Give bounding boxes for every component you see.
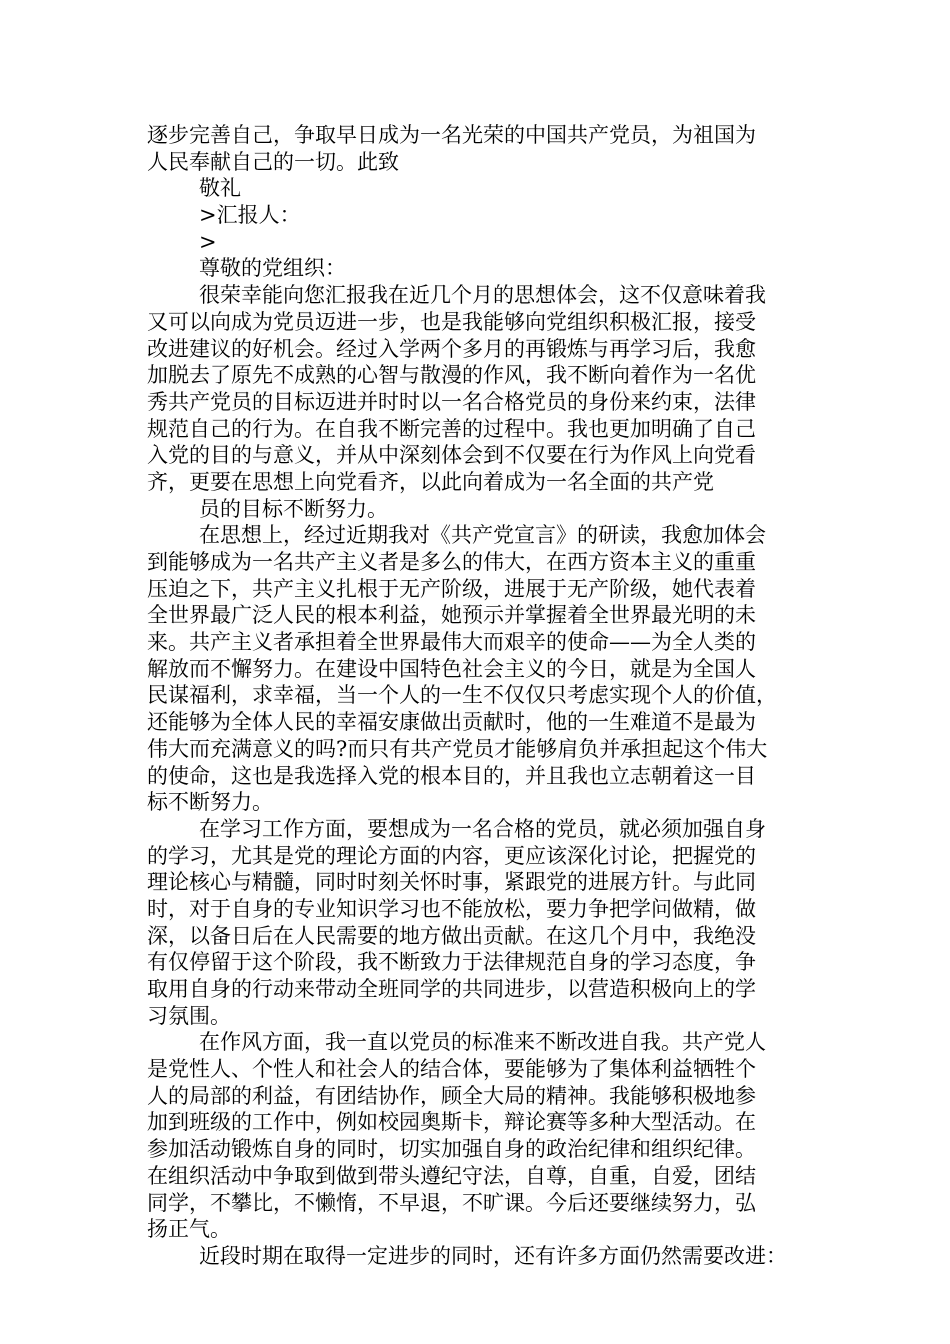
text-line: 民谋福利，求幸福，当一个人的一生不仅仅只考虑实现个人的价值，: [147, 683, 777, 708]
text-line: 人民奉献自己的一切。此致: [147, 149, 399, 174]
text-line: 加脱去了原先不成熟的心智与散漫的作风，我不断向着作为一名优: [147, 363, 756, 388]
text-line: 标不断努力。: [147, 790, 273, 815]
text-line: 习氛围。: [147, 1003, 231, 1028]
text-line: 到能够成为一名共产主义者是多么的伟大，在西方资本主义的重重: [147, 550, 756, 574]
document-page: [147, 122, 819, 1270]
text-line: 全世界最广泛人民的根本利益，她预示并掌握着全世界最光明的未: [147, 603, 756, 628]
text-line: 解放而不懈努力。在建设中国特色社会主义的今日，就是为全国人: [147, 656, 756, 681]
text-line: 人的局部的利益，有团结协作，顾全大局的精神。我能够积极地参: [147, 1083, 756, 1108]
text-line: 扬正气。: [147, 1217, 231, 1242]
text-line: 规范自己的行为。在自我不断完善的过程中。我也更加明确了自己: [147, 416, 756, 441]
text-line: 在学习工作方面，要想成为一名合格的党员，就必须加强自身: [199, 816, 766, 841]
text-line: 压迫之下，共产主义扎根于无产阶级，进展于无产阶级，她代表着: [147, 576, 756, 601]
text-line: 理论核心与精髓，同时时刻关怀时事，紧跟党的进展方针。与此同: [147, 870, 756, 895]
text-line: 在思想上，经过近期我对《共产党宣言》的研读，我愈加体会: [199, 523, 766, 548]
text-line: 伟大而充满意义的吗?而只有共产党员才能够肩负并承担起这个伟大: [147, 736, 768, 761]
text-line: 加到班级的工作中，例如校园奥斯卡，辩论赛等多种大型活动。在: [147, 1110, 756, 1135]
text-line: 敬礼: [199, 176, 241, 201]
text-line: >: [199, 229, 217, 254]
text-line: 参加活动锻炼自身的同时，切实加强自身的政治纪律和组织纪律。: [147, 1137, 756, 1162]
text-line: 的使命，这也是我选择入党的根本目的，并且我也立志朝着这一目: [147, 763, 756, 788]
text-line: 同学，不攀比，不懒惰，不早退，不旷课。今后还要继续努力，弘: [147, 1190, 756, 1215]
text-line: >汇报人：: [199, 203, 301, 228]
text-line: 还能够为全体人民的幸福安康做出贡献时，他的一生难道不是最为: [147, 710, 756, 735]
text-line: 时，对于自身的专业知识学习也不能放松，要力争把学问做精，做: [147, 896, 756, 921]
text-line: 来。共产主义者承担着全世界最伟大而艰辛的使命——为全人类的: [147, 630, 756, 655]
text-line: 员的目标不断努力。: [199, 496, 388, 521]
text-line: 尊敬的党组织：: [199, 256, 346, 281]
text-line: 有仅停留于这个阶段，我不断致力于法律规范自身的学习态度，争: [147, 950, 756, 975]
text-line: 取用自身的行动来带动全班同学的共同进步，以营造积极向上的学: [147, 977, 756, 1001]
text-line: 齐，更要在思想上向党看齐，以此向着成为一名全面的共产党: [147, 469, 714, 494]
text-line: 是党性人、个性人和社会人的结合体，要能够为了集体利益牺牲个: [147, 1057, 756, 1082]
text-line: 秀共产党员的目标迈进并时时以一名合格党员的身份来约束，法律: [147, 389, 756, 414]
text-line: 逐步完善自己，争取早日成为一名光荣的中国共产党员，为祖国为: [147, 123, 756, 147]
text-line: 在组织活动中争取到做到带头遵纪守法，自尊，自重，自爱，团结: [147, 1163, 756, 1188]
text-line: 入党的目的与意义，并从中深刻体会到不仅要在行为作风上向党看: [147, 443, 756, 468]
text-line: 很荣幸能向您汇报我在近几个月的思想体会，这不仅意味着我: [199, 283, 766, 308]
text-line: 深，以备日后在人民需要的地方做出贡献。在这几个月中，我绝没: [147, 923, 756, 948]
text-line: 又可以向成为党员迈进一步，也是我能够向党组织积极汇报，接受: [147, 309, 756, 334]
text-line: 在作风方面，我一直以党员的标准来不断改进自我。共产党人: [199, 1030, 766, 1055]
text-line: 改进建议的好机会。经过入学两个多月的再锻炼与再学习后，我愈: [147, 336, 756, 361]
text-line: 近段时期在取得一定进步的同时，还有许多方面仍然需要改进：: [199, 1243, 787, 1268]
text-line: 的学习，尤其是党的理论方面的内容，更应该深化讨论，把握党的: [147, 843, 756, 868]
